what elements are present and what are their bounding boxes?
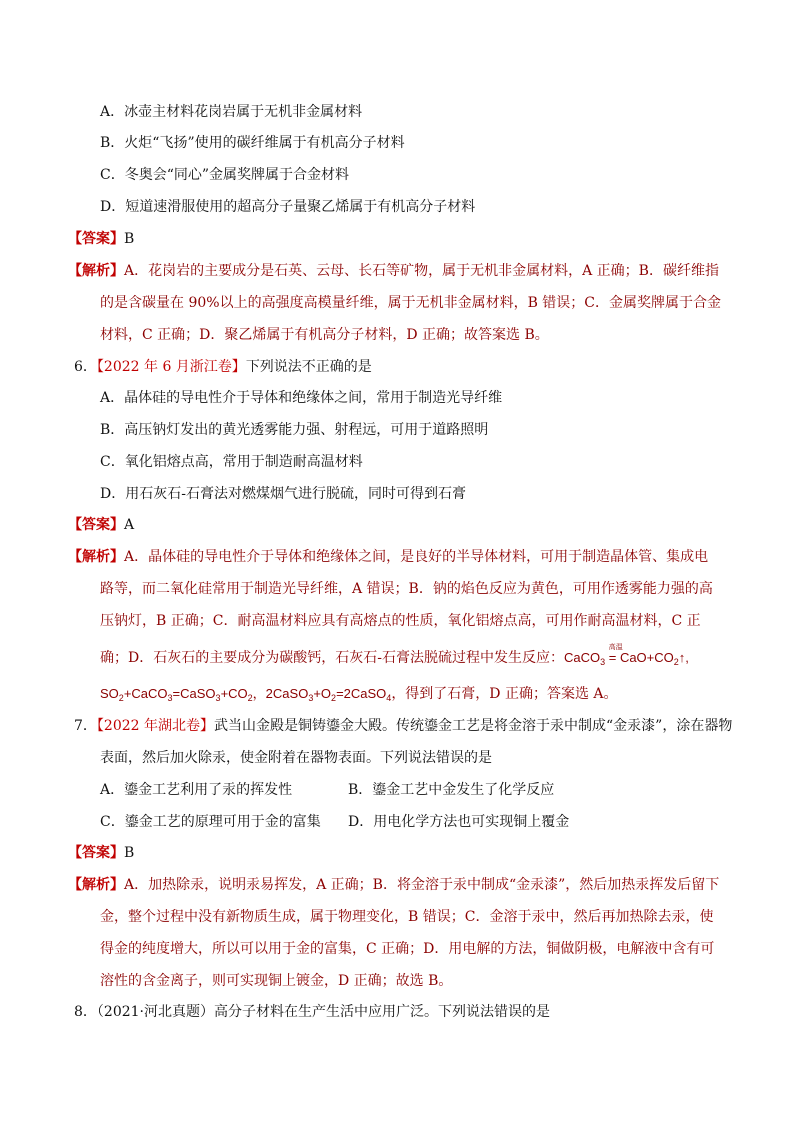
q7-explain-line-4: 溶性的含金离子，则可实现铜上镀金，D 正确；故选 B。 bbox=[100, 973, 453, 989]
q6-explain-line-4 bbox=[100, 644, 689, 672]
answer-tag: 【答案】 bbox=[68, 845, 124, 861]
eq-term: +CO bbox=[220, 686, 248, 701]
q6-explain-line-2: 路等，而二氧化硅常用于制造光导纤维，A 错误；B．钠的焰色反应为黄色，可用作透雾能力强的高 bbox=[100, 581, 713, 597]
q7-explain-line-1 bbox=[68, 875, 719, 895]
answer-tag: 【答案】 bbox=[68, 231, 124, 247]
q6-stem bbox=[74, 357, 372, 377]
q5-answer-line bbox=[68, 229, 134, 249]
q6-answer-value: A bbox=[124, 517, 135, 533]
q7-stem-text: 武当山金殿是铜铸鎏金大殿。传统鎏金工艺是将金溶于汞中制成“金汞漆”，涂在器物 bbox=[214, 718, 733, 734]
q7-answer-value: B bbox=[124, 845, 135, 861]
eq-condition-sign bbox=[608, 644, 623, 668]
q5-explain-line-1 bbox=[68, 261, 719, 281]
eq-subscript: 4 bbox=[386, 693, 392, 703]
q7-explain-line-3: 得金的纯度增大，所以可以用于金的富集，C 正确；D．用电解的方法，铜做阴极，电解液中含有可 bbox=[100, 941, 715, 957]
q6-option-a: A．晶体硅的导电性介于导体和绝缘体之间，常用于制造光导纤维 bbox=[100, 390, 503, 406]
q8-source: （2021·河北真题） bbox=[96, 1004, 215, 1020]
eq-subscript: 2 bbox=[118, 693, 124, 703]
q8-stem-text: 高分子材料在生产生活中应用广泛。下列说法错误的是 bbox=[214, 1004, 551, 1020]
explain-text: A．花岗岩的主要成分是石英、云母、长石等矿物，属于无机非金属材料，A 正确；B．碳纤维指 bbox=[124, 263, 719, 279]
answer-tag: 【答案】 bbox=[68, 517, 124, 533]
eq-term: SO bbox=[100, 686, 119, 701]
q5-explain-line-3: 材料，C 正确；D．聚乙烯属于有机高分子材料，D 正确；故答案选 B。 bbox=[100, 327, 549, 343]
equation-caco3-decomposition bbox=[563, 644, 689, 667]
q7-answer-line bbox=[68, 843, 134, 863]
explain-text: A．加热除汞，说明汞易挥发，A 正确；B．将金溶于汞中制成“金汞漆”，然后加热汞挥发后留下 bbox=[124, 877, 720, 893]
q5-answer-value: B bbox=[124, 231, 135, 247]
q6-explain-line-5 bbox=[100, 684, 618, 708]
q7-option-c: C．鎏金工艺的原理可用于金的富集 bbox=[100, 814, 321, 830]
q7-option-a: A．鎏金工艺利用了汞的挥发性 bbox=[100, 782, 293, 798]
eq-subscript: 2 bbox=[247, 693, 253, 703]
q5-option-a: A．冰壶主材料花岗岩属于无机非金属材料 bbox=[100, 104, 363, 120]
explain-tag: 【解析】 bbox=[68, 263, 124, 279]
q6-explain-line-3: 压钠灯，B 正确；C．耐高温材料应具有高熔点的性质，氧化铝熔点高，可用作耐高温材料，C 正 bbox=[100, 613, 701, 629]
explain-text: A．晶体硅的导电性介于导体和绝缘体之间，是良好的半导体材料，可用于制造晶体管、集成电 bbox=[124, 549, 709, 565]
eq-subscript: 3 bbox=[215, 693, 221, 703]
eq-term: CaCO bbox=[563, 650, 601, 665]
q6-answer-line bbox=[68, 515, 134, 535]
q5-option-b: B．火炬“飞扬”使用的碳纤维属于有机高分子材料 bbox=[100, 135, 405, 151]
q6-number: 6． bbox=[74, 359, 97, 375]
q7-number: 7． bbox=[74, 718, 97, 734]
eq-arrow: ↑, bbox=[678, 650, 689, 665]
q5-option-c: C．冬奥会“同心”金属奖牌属于合金材料 bbox=[100, 167, 350, 183]
explain-tag: 【解析】 bbox=[68, 877, 124, 893]
q6-option-b: B．高压钠灯发出的黄光透雾能力强、射程远，可用于道路照明 bbox=[100, 422, 489, 438]
q7-option-d: D．用电化学方法也可实现铜上覆金 bbox=[348, 814, 570, 830]
q6-explain-line-1 bbox=[68, 547, 708, 567]
q6-option-d: D．用石灰石-石膏法对燃煤烟气进行脱硫，同时可得到石膏 bbox=[100, 486, 466, 502]
explain-text: ，得到了石膏，D 正确；答案选 A。 bbox=[391, 686, 618, 702]
eq-subscript: 2 bbox=[673, 657, 679, 667]
q8-number: 8． bbox=[74, 1004, 97, 1020]
eq-subscript: 3 bbox=[600, 657, 606, 667]
explain-tag: 【解析】 bbox=[68, 549, 124, 565]
eq-term: CaO+CO bbox=[619, 650, 674, 665]
eq-sign: = bbox=[608, 650, 617, 665]
eq-term: =CaSO bbox=[172, 686, 216, 701]
q7-source: 【2022 年湖北卷】 bbox=[96, 718, 215, 734]
q6-stem-text: 下列说法不正确的是 bbox=[245, 359, 372, 375]
q7-stem bbox=[74, 716, 732, 736]
q7-stem-line-2: 表面，然后加火除汞，使金附着在器物表面。下列说法错误的是 bbox=[100, 750, 492, 766]
q5-option-d: D．短道速滑服使用的超高分子量聚乙烯属于有机高分子材料 bbox=[100, 199, 476, 215]
q7-explain-line-2: 金，整个过程中没有新物质生成，属于物理变化，B 错误；C．金溶于汞中，然后再加热除去汞，使 bbox=[100, 909, 714, 925]
q7-option-b: B．鎏金工艺中金发生了化学反应 bbox=[348, 782, 555, 798]
explain-text: 确；D．石灰石的主要成分为碳酸钙，石灰石-石膏法脱硫过程中发生反应： bbox=[100, 650, 564, 666]
eq-term: +CaCO bbox=[123, 686, 168, 701]
eq-term: =2CaSO bbox=[336, 686, 387, 701]
q8-stem bbox=[74, 1002, 550, 1022]
q6-source: 【2022 年 6 月浙江卷】 bbox=[96, 359, 246, 375]
q5-explain-line-2: 的是含碳量在 90%以上的高强度高模量纤维，属于无机非金属材料，B 错误；C．金属奖牌属于合金 bbox=[100, 295, 722, 311]
eq-subscript: 3 bbox=[167, 693, 173, 703]
eq-term: ，2CaSO bbox=[252, 686, 309, 701]
eq-condition: 高温 bbox=[608, 644, 623, 651]
eq-term: +O bbox=[313, 686, 332, 701]
eq-subscript: 3 bbox=[308, 693, 314, 703]
eq-subscript: 2 bbox=[331, 693, 337, 703]
q6-option-c: C．氧化铝熔点高，常用于制造耐高温材料 bbox=[100, 454, 363, 470]
